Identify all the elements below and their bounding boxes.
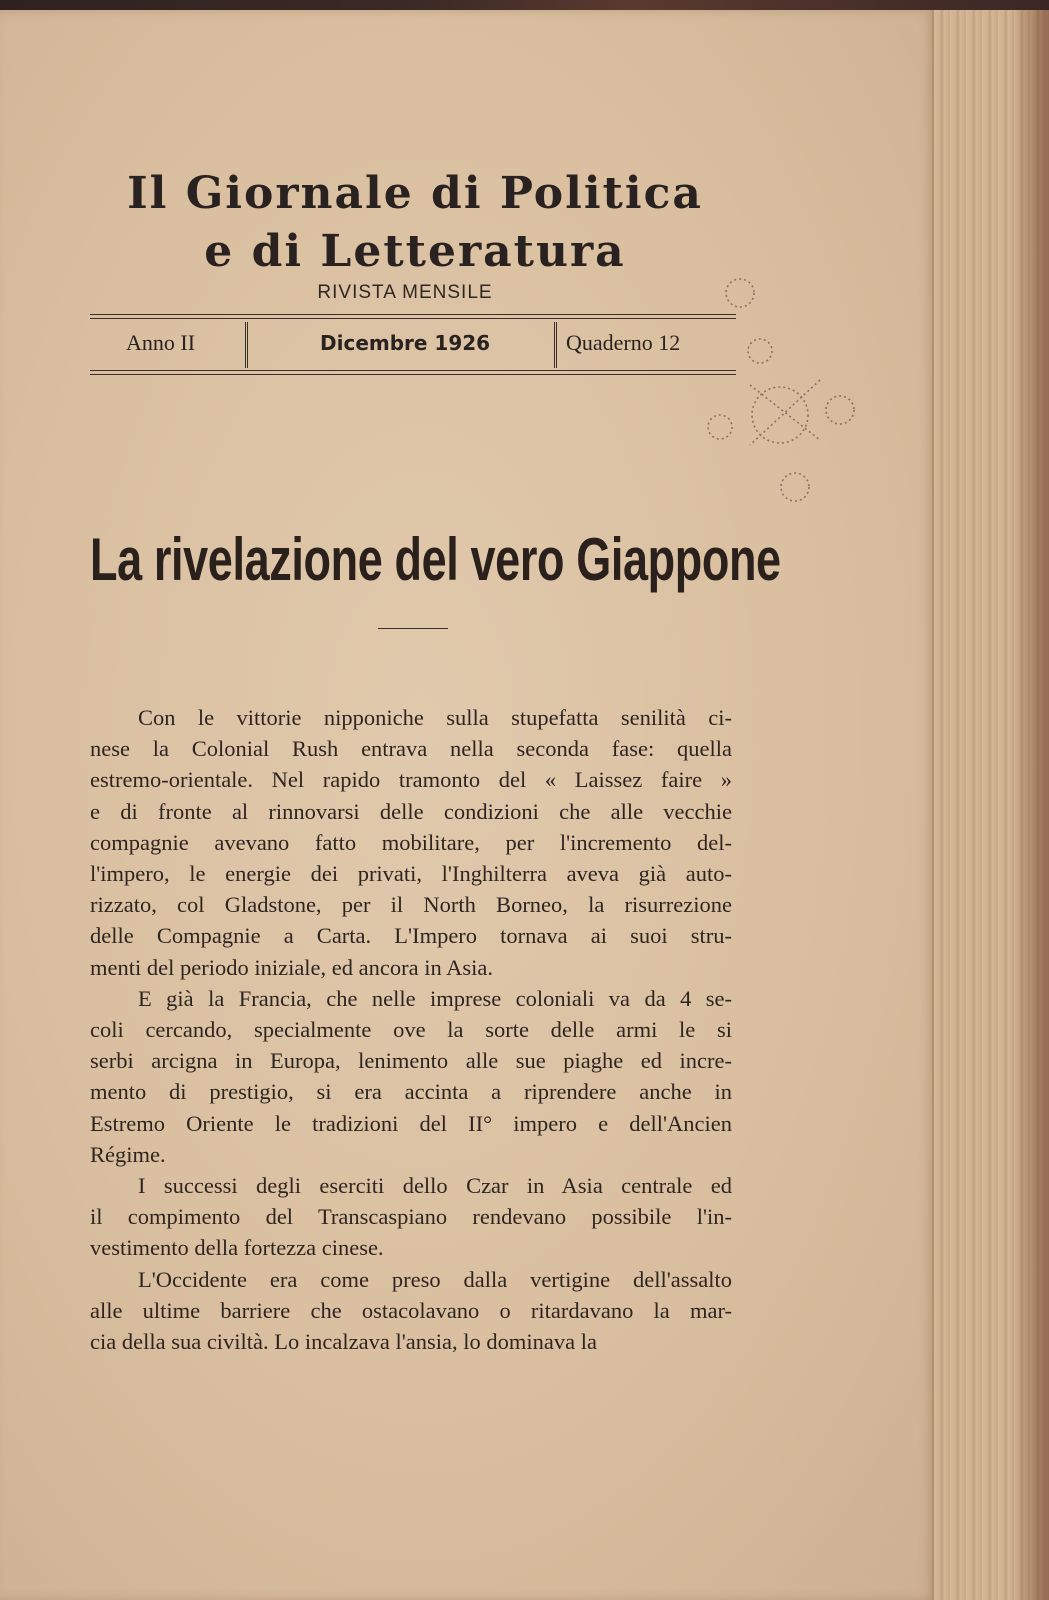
quaderno-value: 12 bbox=[658, 330, 681, 355]
journal-title-line2: e di Letteratura bbox=[204, 226, 626, 277]
divider-1 bbox=[245, 322, 248, 368]
body-line: E già la Francia, che nelle imprese coloniali va da 4 se- bbox=[138, 985, 732, 1011]
body-line: l'impero, le energie dei privati, l'Inghilterra aveva già auto- bbox=[90, 861, 732, 887]
body-line: L'Occidente era come preso dalla vertigine dell'assalto bbox=[138, 1266, 732, 1292]
quaderno-cell bbox=[566, 330, 680, 356]
divider-2 bbox=[554, 322, 557, 368]
journal-subtitle: RIVISTA MENSILE bbox=[317, 282, 493, 303]
body-line: il compimento del Transcaspiano rendevano possibile l'in- bbox=[90, 1204, 732, 1230]
body-line: mento di prestigio, si era accinta a riprendere anche in bbox=[90, 1079, 732, 1105]
journal-title bbox=[90, 165, 740, 281]
anno-value: II bbox=[180, 330, 196, 355]
body-line: Estremo Oriente le tradizioni del II° impero e dell'Ancien bbox=[90, 1110, 732, 1136]
body-line: cia della sua civiltà. Lo incalzava l'ansia, lo dominava la bbox=[90, 1329, 597, 1355]
body-line: estremo-orientale. Nel rapido tramonto del « Laissez faire » bbox=[90, 767, 732, 793]
body-line: menti del periodo iniziale, ed ancora in Asia. bbox=[90, 954, 493, 980]
page-edges bbox=[932, 10, 1049, 1600]
body-line: alle ultime barriere che ostacolavano o ritardavano la mar- bbox=[90, 1297, 732, 1323]
anno-label: Anno bbox=[126, 330, 175, 355]
bottom-rule-2 bbox=[90, 374, 736, 375]
body-line: delle Compagnie a Carta. L'Impero tornava ai suoi stru- bbox=[90, 923, 732, 949]
library-stamp bbox=[680, 265, 880, 515]
body-line: coli cercando, specialmente ove la sorte delle armi le si bbox=[90, 1017, 732, 1043]
title-separator bbox=[378, 628, 448, 629]
anno-cell bbox=[126, 330, 195, 356]
article-title: La rivelazione del vero Giappone bbox=[90, 526, 781, 593]
top-rule bbox=[90, 314, 736, 315]
body-line: I successi degli eserciti dello Czar in Asia centrale ed bbox=[138, 1173, 732, 1199]
body-line: vestimento della fortezza cinese. bbox=[90, 1235, 384, 1261]
body-line: rizzato, col Gladstone, per il North Borneo, la risurrezione bbox=[90, 892, 732, 918]
issue-info-row bbox=[90, 322, 736, 368]
issue-date: Dicembre 1926 bbox=[320, 331, 491, 355]
body-line: compagnie avevano fatto mobilitare, per l'incremento del- bbox=[90, 829, 732, 855]
article-body bbox=[90, 702, 732, 1357]
body-line: Régime. bbox=[90, 1141, 166, 1167]
body-line: Con le vittorie nipponiche sulla stupefatta senilità ci- bbox=[138, 705, 732, 730]
top-rule-2 bbox=[90, 318, 736, 319]
body-line: nese la Colonial Rush entrava nella seconda fase: quella bbox=[90, 736, 732, 762]
body-line: e di fronte al rinnovarsi delle condizioni che alle vecchie bbox=[90, 798, 732, 824]
quaderno-label: Quaderno bbox=[566, 330, 653, 355]
body-line: serbi arcigna in Europa, lenimento alle sue piaghe ed incre- bbox=[90, 1048, 732, 1074]
bottom-rule bbox=[90, 370, 736, 371]
journal-title-line1: Il Giornale di Politica bbox=[127, 168, 703, 219]
